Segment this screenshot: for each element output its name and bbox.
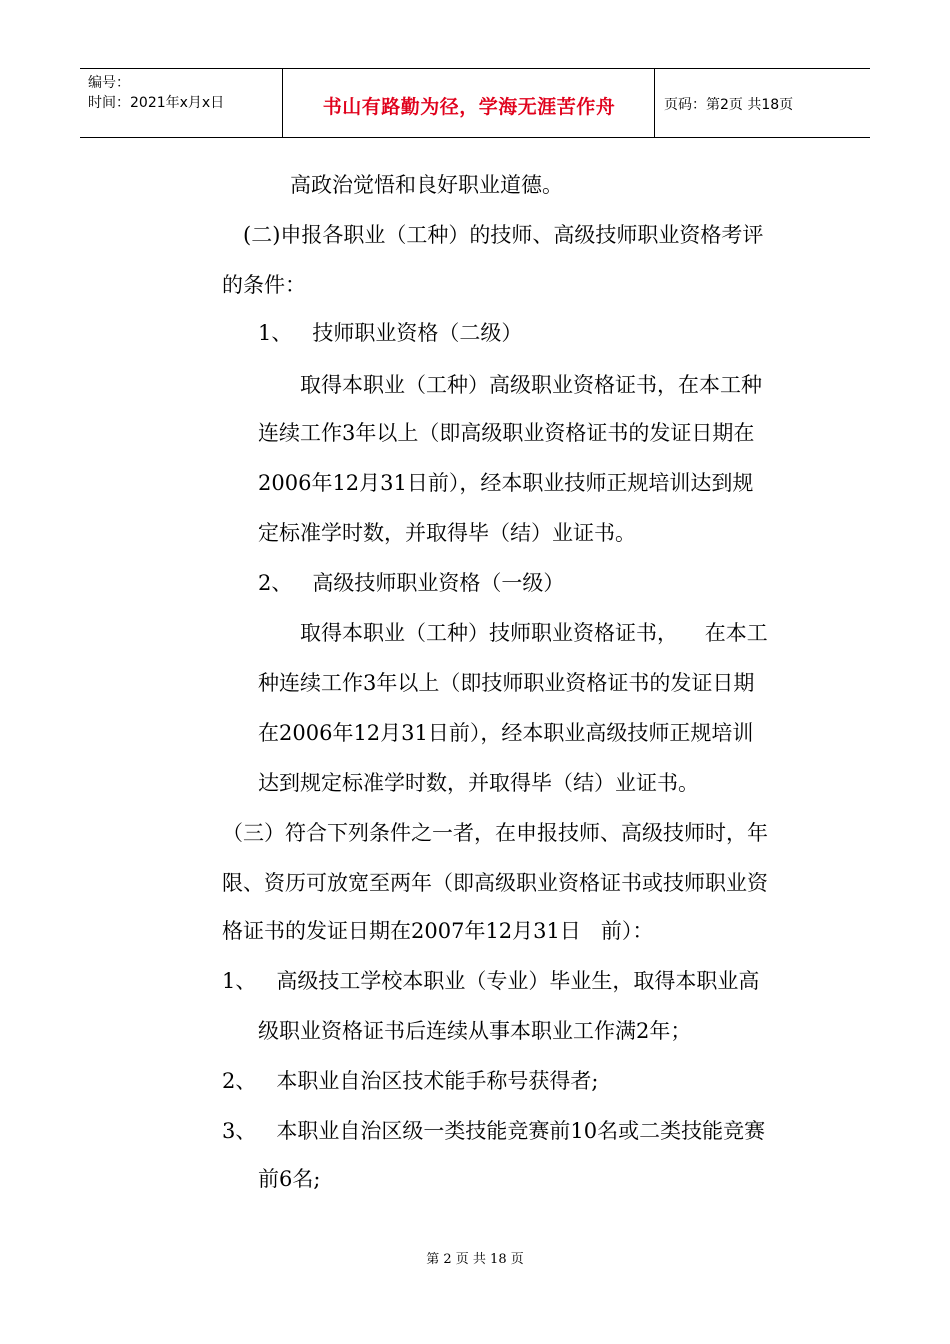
body-line: 取得本职业（工种）技师职业资格证书， 在本工 (300, 621, 768, 645)
document-number-label: 编号： (88, 75, 130, 91)
body-line: 取得本职业（工种）高级职业资格证书，在本工种 (300, 373, 762, 397)
body-line: 定标准学时数，并取得毕（结）业证书。 (258, 521, 636, 545)
body-line: 连续工作3年以上（即高级职业资格证书的发证日期在 (258, 421, 755, 445)
body-line: 种连续工作3年以上（即技师职业资格证书的发证日期 (258, 671, 755, 695)
list-item: 2、 本职业自治区技术能手称号获得者; (222, 1069, 599, 1093)
body-line: 格证书的发证日期在2007年12月31日 前）： (222, 919, 654, 943)
page-footer: 第 2 页 共 18 页 (426, 1252, 524, 1267)
header-meta (88, 73, 224, 113)
body-line: 高政治觉悟和良好职业道德。 (290, 173, 563, 197)
body-line: 限、资历可放宽至两年（即高级职业资格证书或技师职业资 (222, 871, 768, 895)
list-item: 1、 高级技工学校本职业（专业）毕业生，取得本职业高 (222, 969, 760, 993)
body-line: 的条件： (222, 273, 306, 297)
section-heading: (二)申报各职业（工种）的技师、高级技师职业资格考评 (243, 223, 764, 247)
header-divider-right (654, 69, 655, 137)
document-time-label: 时间：2021年x月x日 (88, 95, 225, 111)
header-motto: 书山有路勤为径，学海无涯苦作舟 (322, 96, 616, 118)
body-line: 前6名; (258, 1167, 321, 1191)
page-header (80, 68, 870, 138)
body-line: 级职业资格证书后连续从事本职业工作满2年； (258, 1019, 692, 1043)
body-line: 2006年12月31日前），经本职业技师正规培训达到规 (258, 471, 754, 495)
list-item-heading: 1、 技师职业资格（二级） (258, 321, 523, 345)
header-page-label: 页码：第2页 共18页 (664, 97, 794, 113)
body-line: 在2006年12月31日前），经本职业高级技师正规培训 (258, 721, 754, 745)
header-divider-left (282, 69, 283, 137)
list-item: 3、 本职业自治区级一类技能竞赛前10名或二类技能竞赛 (222, 1119, 766, 1143)
body-line: 达到规定标准学时数，并取得毕（结）业证书。 (258, 771, 699, 795)
list-item-heading: 2、 高级技师职业资格（一级） (258, 571, 565, 595)
section-heading: （三）符合下列条件之一者，在申报技师、高级技师时，年 (222, 821, 768, 845)
